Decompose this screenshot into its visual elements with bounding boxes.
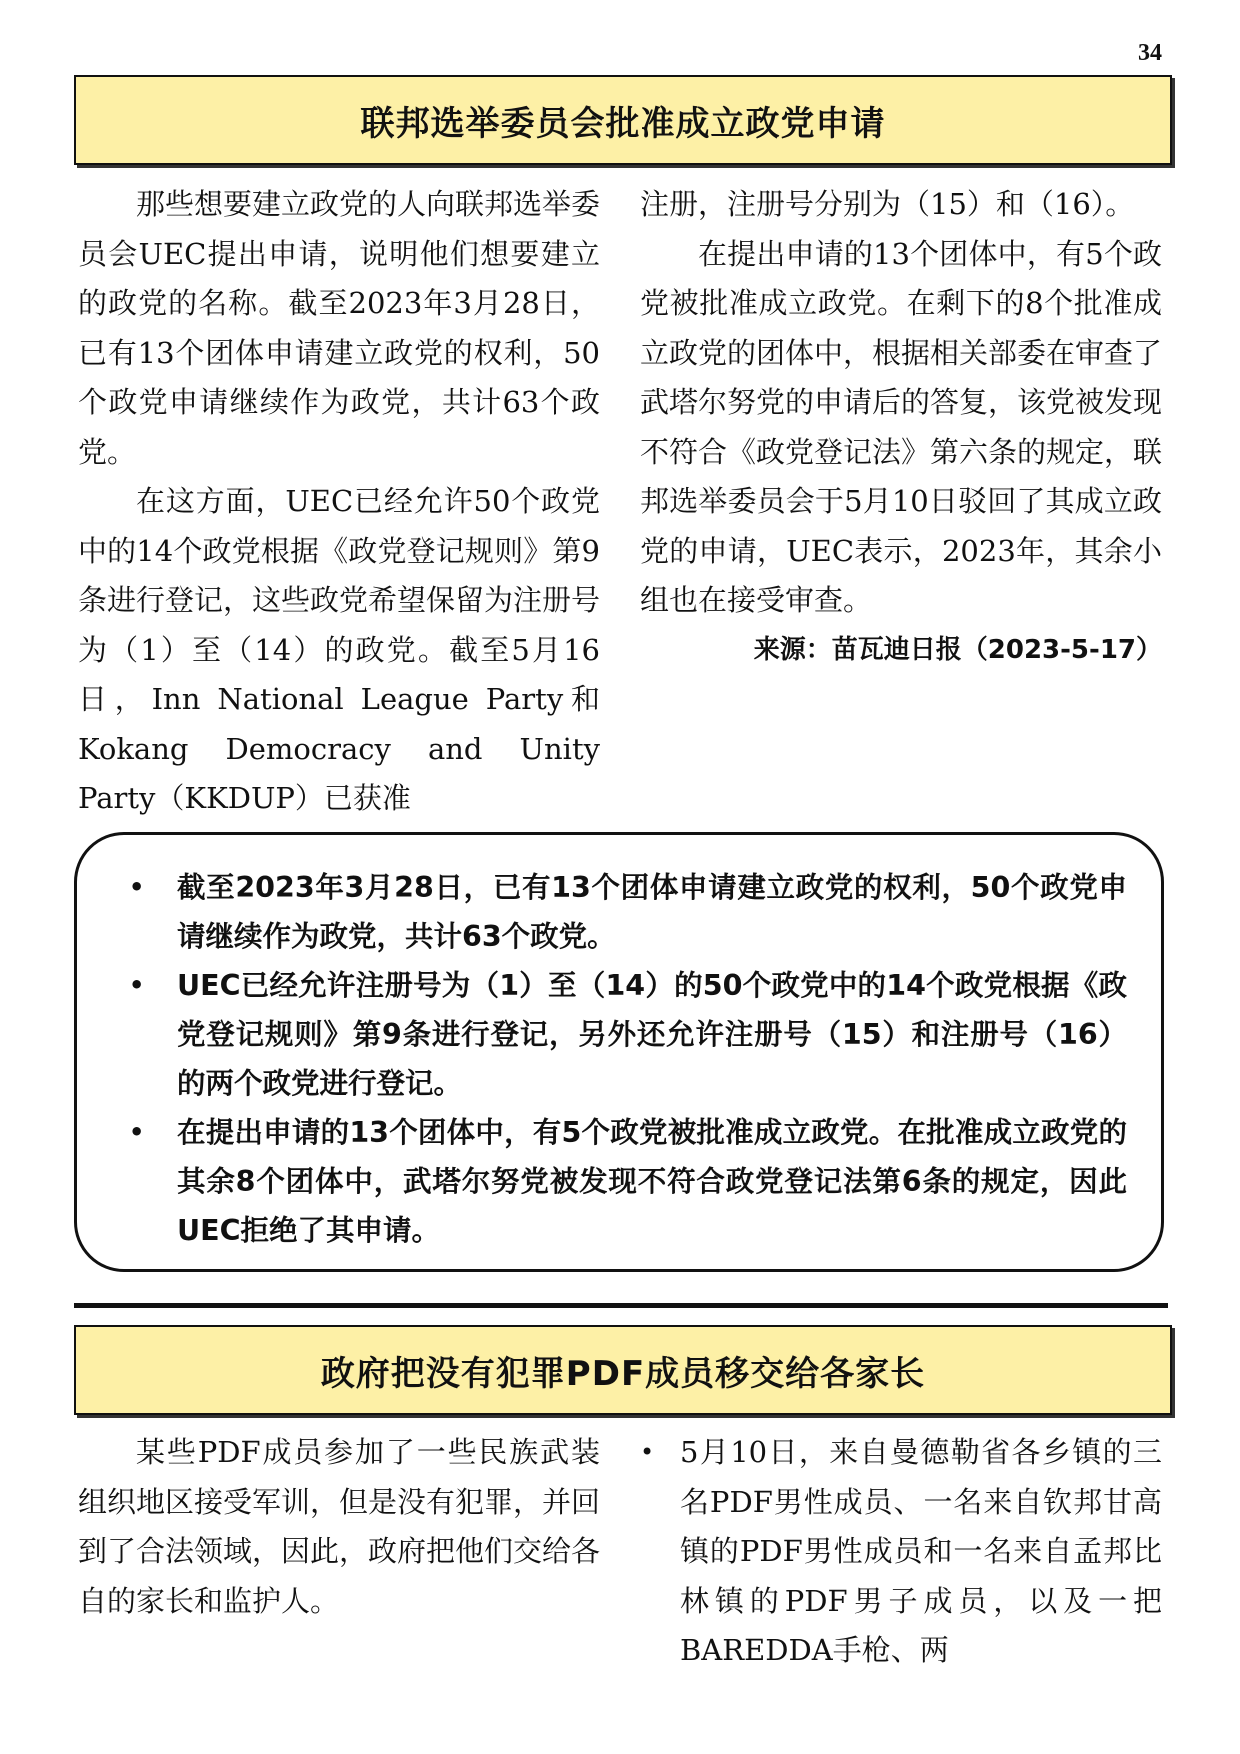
section-divider xyxy=(74,1303,1168,1308)
bullet-icon: • xyxy=(129,873,145,901)
article-2-bullet-text: 5月10日，来自曼德勒省各乡镇的三名PDF男性成员、一名来自钦邦甘高镇的PDF男性成员和一名来自孟邦比林镇的PDF男子成员，以及一把BAREDDA手枪、两 xyxy=(680,1435,1162,1667)
summary-item xyxy=(111,961,1127,1108)
page-number: 34 xyxy=(1138,40,1162,66)
article-1-right-column xyxy=(640,180,1162,675)
article-2-title-banner xyxy=(74,1325,1172,1415)
article-2-right-column xyxy=(640,1428,1162,1676)
summary-item xyxy=(111,1108,1127,1255)
article-1-title: 联邦选举委员会批准成立政党申请 xyxy=(360,103,886,144)
summary-item xyxy=(111,863,1127,961)
summary-list xyxy=(111,863,1127,1255)
summary-item-text: 在提出申请的13个团体中，有5个政党被批准成立政党。在批准成立政党的其余8个团体中，武塔尔努党被发现不符合政党登记法第6条的规定，因此UEC拒绝了其申请。 xyxy=(177,1116,1127,1247)
summary-item-text: UEC已经允许注册号为（1）至（14）的50个政党中的14个政党根据《政党登记规则》第9条进行登记，另外还允许注册号（15）和注册号（16）的两个政党进行登记。 xyxy=(177,969,1127,1100)
article-2-paragraph-1: 某些PDF成员参加了一些民族武装组织地区接受军训，但是没有犯罪，并回到了合法领域，因此，政府把他们交给各自的家长和监护人。 xyxy=(78,1435,601,1618)
article-1-paragraph-3: 在提出申请的13个团体中，有5个政党被批准成立政党。在剩下的8个批准成立政党的团体中，根据相关部委在审查了武塔尔努党的申请后的答复，该党被发现不符合《政党登记法》第六条的规定，联邦选举委员会于5月10日驳回了其成立政党的申请，UEC表示，2023年，其余小组也在接受审查。 xyxy=(640,236,1163,617)
article-1-continuation: 注册，注册号分别为（15）和（16）。 xyxy=(640,187,1135,221)
article-1-source: 来源：苗瓦迪日报（2023-5-17） xyxy=(753,634,1162,665)
article-2-left-column xyxy=(78,1428,600,1626)
article-2-title: 政府把没有犯罪PDF成员移交给各家长 xyxy=(320,1353,926,1394)
article-1-paragraph-2: 在这方面，UEC已经允许50个政党中的14个政党根据《政党登记规则》第9条进行登记，这些政党希望保留为注册号为（1）至（14）的政党。截至5月16日，Inn National League Party和Kokang Democracy and Unity Party（KKDUP）已获准 xyxy=(78,484,601,815)
bullet-icon: • xyxy=(640,1438,655,1466)
bullet-icon: • xyxy=(129,1118,145,1146)
summary-box xyxy=(74,832,1164,1272)
article-1-left-column xyxy=(78,180,600,824)
article-1-title-banner xyxy=(74,75,1172,165)
article-1-paragraph-1: 那些想要建立政党的人向联邦选举委员会UEC提出申请，说明他们想要建立的政党的名称。截至2023年3月28日，已有13个团体申请建立政党的权利，50个政党申请继续作为政党，共计63个政党。 xyxy=(78,187,601,469)
bullet-icon: • xyxy=(129,971,145,999)
article-2-bullet-item xyxy=(640,1428,1162,1676)
summary-item-text: 截至2023年3月28日，已有13个团体申请建立政党的权利，50个政党申请继续作为政党，共计63个政党。 xyxy=(177,871,1127,953)
